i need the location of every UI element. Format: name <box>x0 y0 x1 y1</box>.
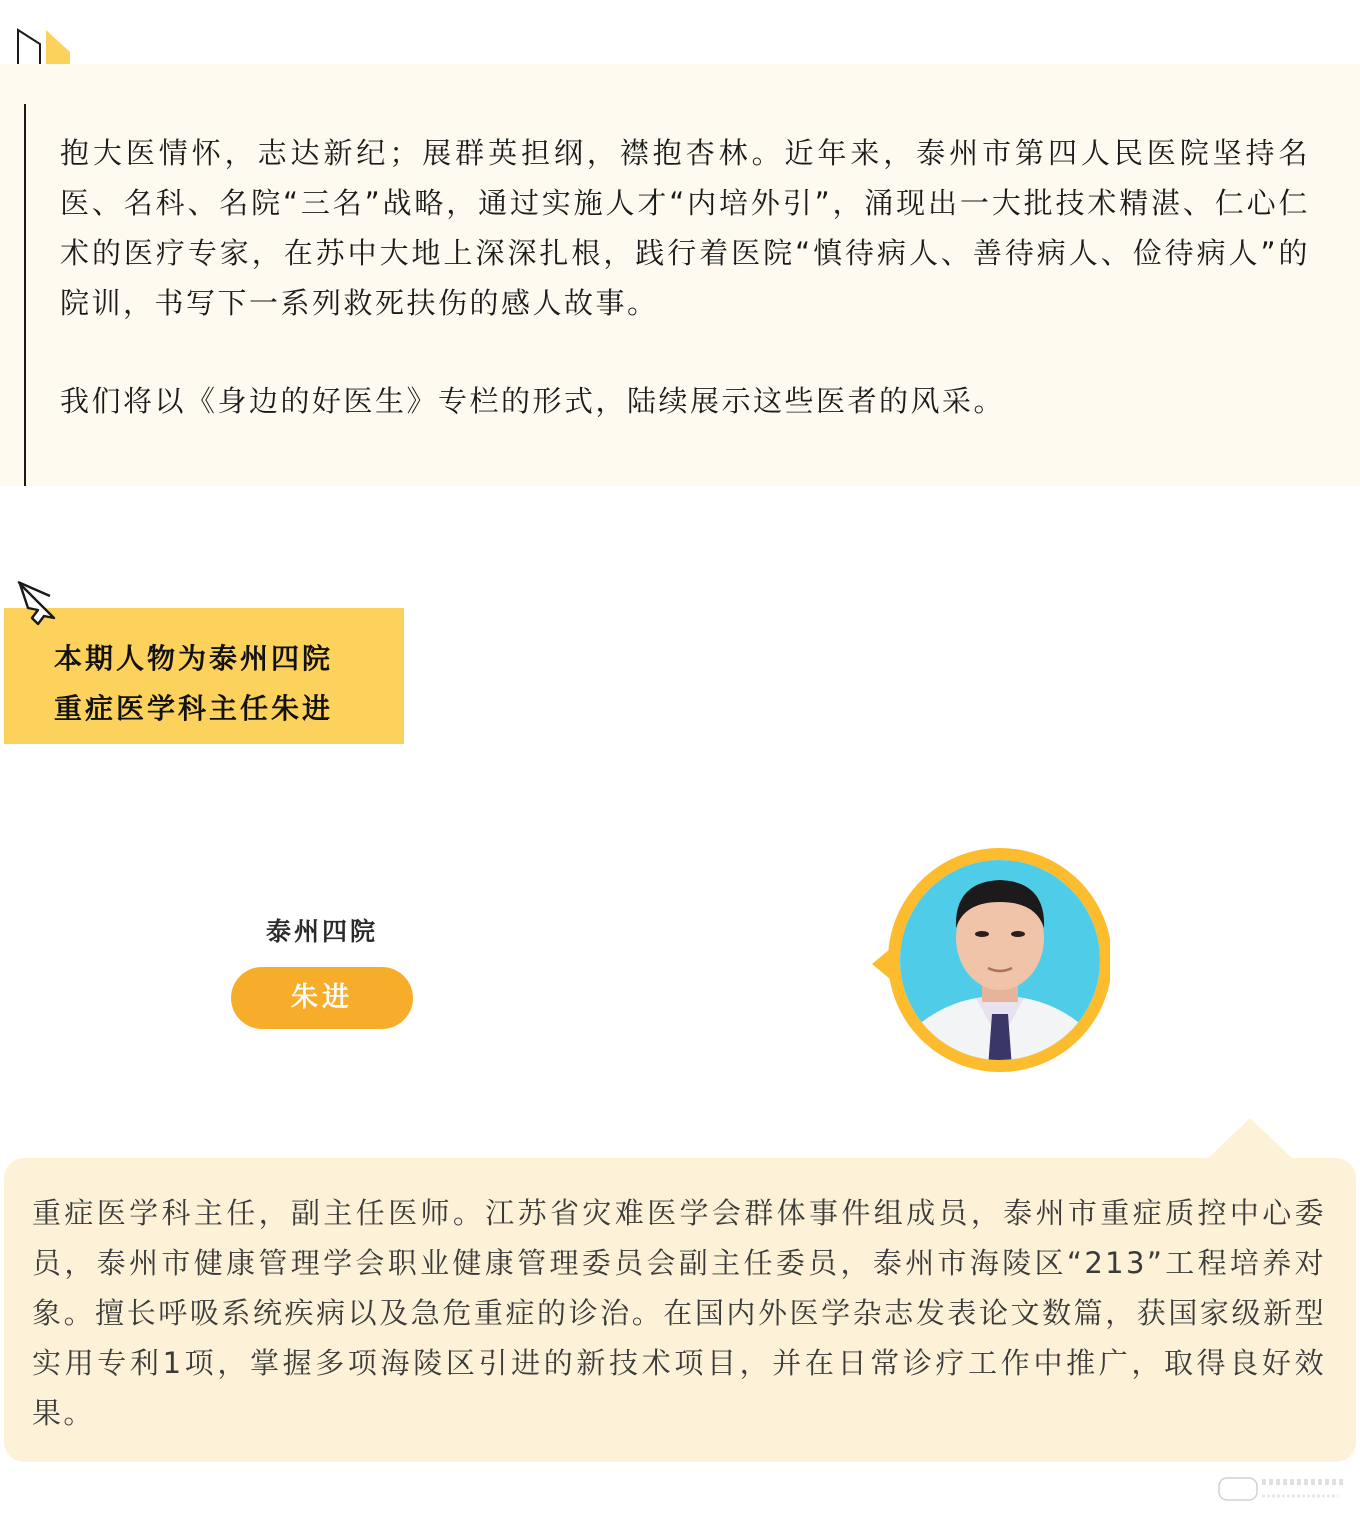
feature-label-line-1: 本期人物为泰州四院 <box>54 642 334 675</box>
feature-label-line-2: 重症医学科主任朱进 <box>54 692 334 725</box>
cursor-arrow-icon <box>14 578 64 626</box>
hospital-name: 泰州四院 <box>265 917 378 946</box>
bio-card-pointer <box>1206 1118 1294 1160</box>
watermark-logo <box>1218 1474 1350 1506</box>
doctor-name-badge: 朱进 <box>231 967 413 1029</box>
doctor-portrait <box>866 846 1110 1074</box>
feature-label <box>4 608 404 744</box>
intro-paragraph-column: 我们将以《身边的好医生》专栏的形式，陆续展示这些医者的风采。 <box>60 384 1006 418</box>
bio-text: 重症医学科主任，副主任医师。江苏省灾难医学会群体事件组成员，泰州市重症质控中心委员，泰州市健康管理学会职业健康管理委员会副主任委员，泰州市海陵区“213”工程培养对象。擅长呼吸系统疾病以及急危重症的诊治。在国内外医学杂志发表论文数篇，获国家级新型实用专利1项，掌握多项海陵区引进的新技术项目，并在日常诊疗工作中推广，取得良好效果。 <box>32 1196 1326 1430</box>
intro-divider <box>24 104 26 486</box>
intro-paragraph: 抱大医情怀，志达新纪；展群英担纲，襟抱杏林。近年来，泰州市第四人民医院坚持名医、名科、名院“三名”战略，通过实施人才“内培外引”，涌现出一大批技术精湛、仁心仁术的医疗专家，在苏中大地上深深扎根，践行着医院“慎待病人、善待病人、俭待病人”的院训，书写下一系列救死扶伤的感人故事。 <box>60 136 1310 320</box>
